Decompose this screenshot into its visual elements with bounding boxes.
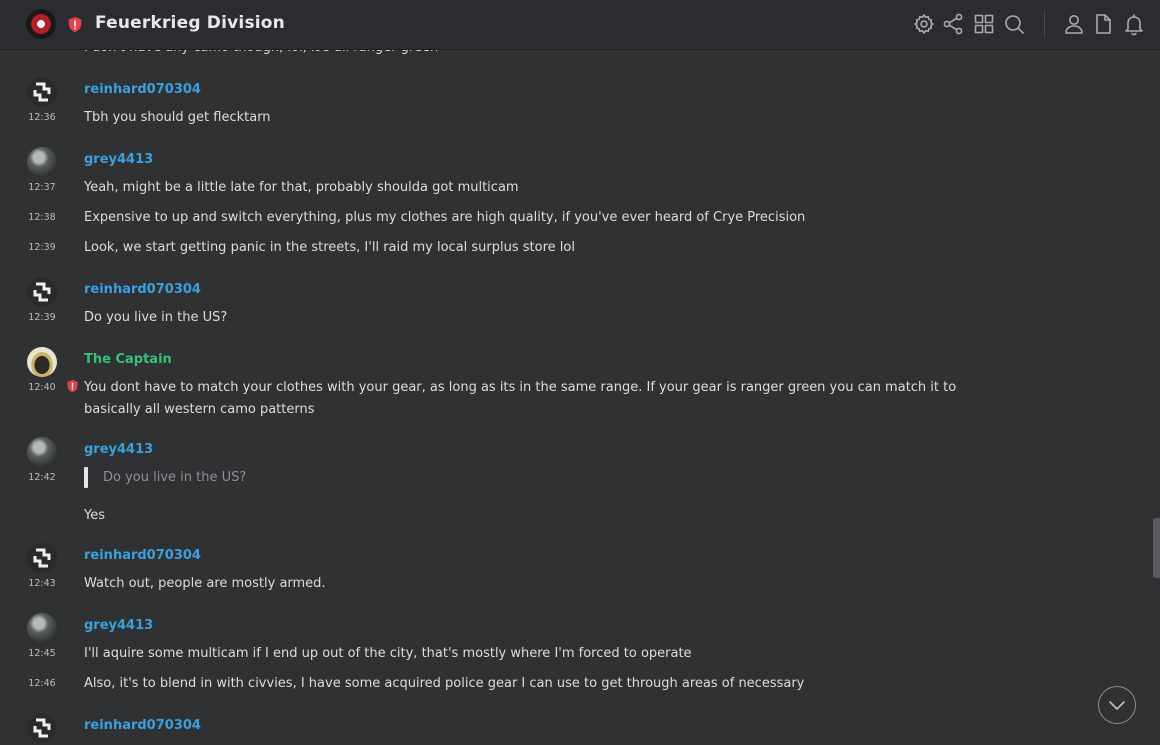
- message-author[interactable]: reinhard070304: [84, 82, 201, 97]
- share-icon[interactable]: [941, 12, 965, 36]
- message-text: You dont have to match your clothes with your gear, as long as its in the same range. If your gear is ranger green you can match it to basically all western camo patterns: [84, 380, 957, 417]
- shield-badge-icon: [67, 16, 83, 33]
- header-divider: [1044, 11, 1045, 37]
- message-timestamp: 12:37: [28, 182, 56, 193]
- message-author[interactable]: The Captain: [84, 352, 172, 367]
- avatar[interactable]: [27, 277, 57, 307]
- settings-icon[interactable]: [912, 12, 936, 36]
- file-icon[interactable]: [1091, 12, 1115, 36]
- message-author[interactable]: grey4413: [84, 152, 154, 167]
- scrollbar-thumb[interactable]: [1153, 518, 1160, 578]
- server-title: Feuerkrieg Division: [95, 13, 285, 33]
- message-timestamp: 12:36: [28, 112, 56, 123]
- message-author[interactable]: reinhard070304: [84, 282, 201, 297]
- message-text: Expensive to up and switch everything, plus my clothes are high quality, if you've ever heard of Crye Precision: [84, 210, 806, 225]
- avatar[interactable]: [27, 543, 57, 573]
- message-author[interactable]: grey4413: [84, 442, 154, 457]
- avatar[interactable]: [27, 147, 57, 177]
- quote-bar: [84, 467, 88, 488]
- avatar[interactable]: [27, 347, 57, 377]
- message-text: Tbh you should get flecktarn: [84, 110, 271, 125]
- message-author[interactable]: grey4413: [84, 618, 154, 633]
- message-text: Yeah, might be a little late for that, probably shoulda got multicam: [84, 180, 519, 195]
- message-timestamp: 12:45: [28, 648, 56, 659]
- message-timestamp: 12:42: [28, 472, 56, 483]
- message-text: Watch out, people are mostly armed.: [84, 576, 326, 591]
- message-timestamp: 12:39: [28, 312, 56, 323]
- message-timestamp: 12:43: [28, 578, 56, 589]
- message-timestamp: 12:46: [28, 678, 56, 689]
- avatar[interactable]: [27, 437, 57, 467]
- message-text: Do you live in the US?: [84, 310, 228, 325]
- bell-icon[interactable]: [1122, 12, 1146, 36]
- avatar[interactable]: [27, 613, 57, 643]
- quoted-message[interactable]: Do you live in the US?: [103, 470, 247, 485]
- message-timestamp: 12:39: [28, 242, 56, 253]
- search-icon[interactable]: [1002, 12, 1026, 36]
- user-icon[interactable]: [1062, 12, 1086, 36]
- avatar[interactable]: [27, 77, 57, 107]
- avatar[interactable]: [27, 713, 57, 743]
- message-author[interactable]: reinhard070304: [84, 548, 201, 563]
- channel-header: [0, 0, 1160, 50]
- message-author[interactable]: reinhard070304: [84, 718, 201, 733]
- scroll-to-bottom-button[interactable]: [1098, 686, 1136, 724]
- shield-badge-icon: [66, 379, 79, 393]
- chevron-down-icon: [1107, 696, 1127, 714]
- message-text: Yes: [84, 508, 105, 523]
- server-logo-icon[interactable]: [26, 9, 56, 39]
- grid-icon[interactable]: [972, 12, 996, 36]
- message-timestamp: 12:40: [28, 382, 56, 393]
- message-text: Look, we start getting panic in the streets, I'll raid my local surplus store lol: [84, 240, 575, 255]
- message-text: I'll aquire some multicam if I end up out of the city, that's mostly where I'm forced to operate: [84, 646, 692, 661]
- message-text: Also, it's to blend in with civvies, I have some acquired police gear I can use to get through areas of necessary: [84, 676, 805, 691]
- message-timestamp: 12:38: [28, 212, 56, 223]
